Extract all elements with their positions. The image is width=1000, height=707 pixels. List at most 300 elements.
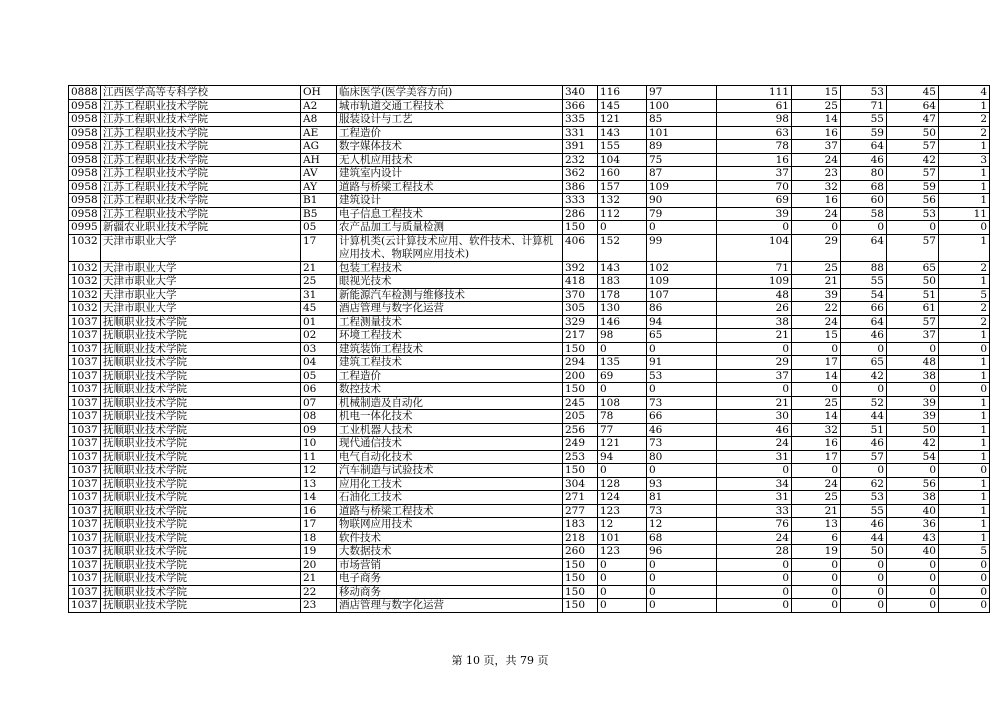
cell-major-code: 25 <box>301 275 337 289</box>
cell-col-5: 0 <box>598 558 647 572</box>
cell-major-name: 市场营销 <box>337 558 563 572</box>
cell-col-6: 100 <box>647 99 717 113</box>
cell-school-name: 天津市职业大学 <box>101 261 301 275</box>
cell-school-name: 抚顺职业技术学院 <box>101 531 301 545</box>
cell-school-code: 0958 <box>69 140 101 154</box>
cell-major-name: 包装工程技术 <box>337 261 563 275</box>
cell-col-8: 17 <box>792 450 841 464</box>
cell-major-code: 21 <box>301 572 337 586</box>
cell-school-code: 1037 <box>69 356 101 370</box>
cell-col-5: 152 <box>598 234 647 261</box>
cell-col-10: 56 <box>887 477 939 491</box>
cell-col-8: 21 <box>792 504 841 518</box>
cell-col-10: 0 <box>887 221 939 235</box>
cell-min-score: 271 <box>563 491 598 505</box>
cell-major-name: 数控技术 <box>337 383 563 397</box>
cell-major-code: B1 <box>301 194 337 208</box>
cell-school-code: 1037 <box>69 491 101 505</box>
cell-col-8: 16 <box>792 126 841 140</box>
cell-major-name: 机电一体化技术 <box>337 410 563 424</box>
cell-col-10: 0 <box>887 383 939 397</box>
cell-major-code: 11 <box>301 450 337 464</box>
cell-school-name: 抚顺职业技术学院 <box>101 329 301 343</box>
cell-school-code: 1037 <box>69 585 101 599</box>
cell-school-code: 0958 <box>69 126 101 140</box>
cell-major-name: 服装设计与工艺 <box>337 113 563 127</box>
cell-school-code: 0958 <box>69 167 101 181</box>
cell-col-9: 65 <box>841 356 887 370</box>
cell-col-7: 34 <box>717 477 792 491</box>
table-row <box>69 86 990 100</box>
cell-col-11: 1 <box>939 140 990 154</box>
page-footer: 第 10 页，共 79 页 <box>451 654 549 667</box>
cell-col-5: 146 <box>598 315 647 329</box>
cell-min-score: 392 <box>563 261 598 275</box>
cell-col-6: 0 <box>647 572 717 586</box>
cell-col-5: 128 <box>598 477 647 491</box>
cell-col-7: 0 <box>717 585 792 599</box>
cell-col-6: 66 <box>647 410 717 424</box>
cell-major-code: 17 <box>301 518 337 532</box>
table-row <box>69 504 990 518</box>
cell-min-score: 305 <box>563 302 598 316</box>
cell-col-10: 42 <box>887 437 939 451</box>
cell-min-score: 294 <box>563 356 598 370</box>
cell-major-name: 汽车制造与试验技术 <box>337 464 563 478</box>
table-row <box>69 221 990 235</box>
cell-col-6: 107 <box>647 288 717 302</box>
cell-major-name: 石油化工技术 <box>337 491 563 505</box>
cell-col-10: 38 <box>887 491 939 505</box>
cell-school-name: 抚顺职业技术学院 <box>101 491 301 505</box>
cell-col-5: 143 <box>598 261 647 275</box>
table-row <box>69 410 990 424</box>
cell-major-name: 眼视光技术 <box>337 275 563 289</box>
cell-col-9: 55 <box>841 504 887 518</box>
cell-col-6: 89 <box>647 140 717 154</box>
cell-col-6: 81 <box>647 491 717 505</box>
cell-col-9: 88 <box>841 261 887 275</box>
cell-col-10: 64 <box>887 99 939 113</box>
cell-col-10: 0 <box>887 464 939 478</box>
cell-school-code: 1037 <box>69 450 101 464</box>
table-row <box>69 207 990 221</box>
cell-col-5: 123 <box>598 545 647 559</box>
cell-major-code: AG <box>301 140 337 154</box>
cell-major-name: 无人机应用技术 <box>337 153 563 167</box>
table-row <box>69 126 990 140</box>
cell-major-name: 现代通信技术 <box>337 437 563 451</box>
cell-col-7: 33 <box>717 504 792 518</box>
cell-col-11: 2 <box>939 302 990 316</box>
cell-min-score: 256 <box>563 423 598 437</box>
cell-col-7: 63 <box>717 126 792 140</box>
cell-col-10: 50 <box>887 423 939 437</box>
cell-col-11: 3 <box>939 153 990 167</box>
cell-col-10: 39 <box>887 396 939 410</box>
table-row <box>69 477 990 491</box>
cell-col-5: 160 <box>598 167 647 181</box>
table-row <box>69 558 990 572</box>
cell-col-7: 98 <box>717 113 792 127</box>
cell-col-8: 24 <box>792 315 841 329</box>
table-row <box>69 180 990 194</box>
cell-min-score: 329 <box>563 315 598 329</box>
table-row <box>69 302 990 316</box>
cell-col-11: 0 <box>939 585 990 599</box>
cell-col-7: 0 <box>717 342 792 356</box>
cell-min-score: 249 <box>563 437 598 451</box>
cell-col-9: 62 <box>841 477 887 491</box>
cell-col-11: 2 <box>939 113 990 127</box>
cell-col-10: 57 <box>887 315 939 329</box>
cell-major-name: 物联网应用技术 <box>337 518 563 532</box>
cell-col-8: 0 <box>792 464 841 478</box>
cell-major-code: 01 <box>301 315 337 329</box>
cell-school-code: 1037 <box>69 437 101 451</box>
cell-col-6: 96 <box>647 545 717 559</box>
cell-school-name: 江西医学高等专科学校 <box>101 86 301 100</box>
table-body <box>69 86 990 613</box>
cell-col-11: 1 <box>939 369 990 383</box>
cell-major-name: 酒店管理与数字化运营 <box>337 302 563 316</box>
cell-col-8: 15 <box>792 86 841 100</box>
table-row <box>69 288 990 302</box>
cell-col-5: 130 <box>598 302 647 316</box>
cell-min-score: 150 <box>563 221 598 235</box>
cell-col-11: 0 <box>939 342 990 356</box>
table-row <box>69 356 990 370</box>
cell-col-8: 22 <box>792 302 841 316</box>
cell-col-10: 47 <box>887 113 939 127</box>
cell-col-8: 21 <box>792 275 841 289</box>
cell-col-6: 109 <box>647 180 717 194</box>
cell-col-10: 0 <box>887 342 939 356</box>
cell-col-5: 178 <box>598 288 647 302</box>
cell-col-5: 157 <box>598 180 647 194</box>
cell-col-8: 0 <box>792 342 841 356</box>
cell-col-7: 39 <box>717 207 792 221</box>
cell-col-10: 50 <box>887 126 939 140</box>
cell-col-7: 30 <box>717 410 792 424</box>
cell-col-8: 0 <box>792 558 841 572</box>
cell-col-10: 0 <box>887 558 939 572</box>
cell-col-7: 26 <box>717 302 792 316</box>
cell-school-name: 抚顺职业技术学院 <box>101 585 301 599</box>
cell-school-name: 抚顺职业技术学院 <box>101 423 301 437</box>
cell-school-code: 1032 <box>69 288 101 302</box>
cell-school-code: 0958 <box>69 180 101 194</box>
cell-col-11: 0 <box>939 599 990 613</box>
cell-school-code: 1032 <box>69 234 101 261</box>
cell-major-code: AY <box>301 180 337 194</box>
cell-school-code: 0958 <box>69 99 101 113</box>
cell-col-10: 54 <box>887 450 939 464</box>
cell-col-7: 0 <box>717 558 792 572</box>
cell-major-name: 工业机器人技术 <box>337 423 563 437</box>
cell-col-5: 94 <box>598 450 647 464</box>
cell-col-10: 59 <box>887 180 939 194</box>
cell-major-code: 05 <box>301 221 337 235</box>
cell-major-code: 19 <box>301 545 337 559</box>
cell-col-8: 29 <box>792 234 841 261</box>
cell-col-9: 59 <box>841 126 887 140</box>
cell-col-11: 1 <box>939 180 990 194</box>
cell-col-10: 56 <box>887 194 939 208</box>
cell-col-6: 102 <box>647 261 717 275</box>
cell-col-9: 64 <box>841 234 887 261</box>
cell-school-name: 天津市职业大学 <box>101 234 301 261</box>
cell-col-9: 53 <box>841 86 887 100</box>
table-row <box>69 167 990 181</box>
cell-col-8: 23 <box>792 167 841 181</box>
cell-min-score: 245 <box>563 396 598 410</box>
cell-col-6: 0 <box>647 342 717 356</box>
cell-col-6: 0 <box>647 585 717 599</box>
table-row <box>69 572 990 586</box>
cell-col-10: 43 <box>887 531 939 545</box>
cell-min-score: 277 <box>563 504 598 518</box>
cell-col-8: 13 <box>792 518 841 532</box>
cell-col-5: 124 <box>598 491 647 505</box>
cell-major-code: 22 <box>301 585 337 599</box>
cell-min-score: 205 <box>563 410 598 424</box>
table-row <box>69 599 990 613</box>
cell-col-6: 65 <box>647 329 717 343</box>
cell-col-5: 69 <box>598 369 647 383</box>
cell-major-name: 应用化工技术 <box>337 477 563 491</box>
cell-col-11: 1 <box>939 234 990 261</box>
cell-col-6: 85 <box>647 113 717 127</box>
cell-major-code: 16 <box>301 504 337 518</box>
cell-major-code: A2 <box>301 99 337 113</box>
cell-major-code: 02 <box>301 329 337 343</box>
cell-col-8: 32 <box>792 180 841 194</box>
cell-school-code: 1037 <box>69 315 101 329</box>
cell-school-name: 抚顺职业技术学院 <box>101 504 301 518</box>
cell-col-6: 90 <box>647 194 717 208</box>
cell-col-11: 1 <box>939 396 990 410</box>
cell-col-11: 1 <box>939 329 990 343</box>
cell-major-name: 机械制造及自动化 <box>337 396 563 410</box>
cell-min-score: 418 <box>563 275 598 289</box>
cell-major-code: AV <box>301 167 337 181</box>
cell-col-11: 4 <box>939 86 990 100</box>
cell-col-9: 0 <box>841 599 887 613</box>
cell-col-11: 0 <box>939 221 990 235</box>
cell-major-code: 21 <box>301 261 337 275</box>
cell-col-5: 0 <box>598 342 647 356</box>
cell-col-10: 0 <box>887 585 939 599</box>
cell-col-9: 80 <box>841 167 887 181</box>
cell-col-10: 0 <box>887 572 939 586</box>
cell-col-7: 24 <box>717 531 792 545</box>
cell-col-11: 1 <box>939 275 990 289</box>
cell-school-name: 抚顺职业技术学院 <box>101 572 301 586</box>
cell-col-7: 111 <box>717 86 792 100</box>
cell-school-code: 1032 <box>69 302 101 316</box>
cell-school-code: 1037 <box>69 558 101 572</box>
cell-major-name: 软件技术 <box>337 531 563 545</box>
cell-major-name: 建筑工程技术 <box>337 356 563 370</box>
table-row <box>69 464 990 478</box>
cell-school-name: 抚顺职业技术学院 <box>101 396 301 410</box>
cell-col-6: 109 <box>647 275 717 289</box>
cell-school-name: 抚顺职业技术学院 <box>101 477 301 491</box>
cell-col-11: 11 <box>939 207 990 221</box>
table-row <box>69 396 990 410</box>
cell-col-9: 71 <box>841 99 887 113</box>
cell-major-name: 数字媒体技术 <box>337 140 563 154</box>
cell-col-5: 121 <box>598 113 647 127</box>
table-row <box>69 585 990 599</box>
cell-col-6: 101 <box>647 126 717 140</box>
cell-col-8: 32 <box>792 423 841 437</box>
cell-min-score: 335 <box>563 113 598 127</box>
cell-col-11: 1 <box>939 477 990 491</box>
cell-school-name: 抚顺职业技术学院 <box>101 315 301 329</box>
cell-major-name: 大数据技术 <box>337 545 563 559</box>
cell-col-9: 58 <box>841 207 887 221</box>
cell-col-5: 155 <box>598 140 647 154</box>
cell-col-11: 1 <box>939 491 990 505</box>
cell-major-code: 14 <box>301 491 337 505</box>
cell-school-name: 抚顺职业技术学院 <box>101 369 301 383</box>
table-row <box>69 369 990 383</box>
cell-major-code: 18 <box>301 531 337 545</box>
table-row <box>69 261 990 275</box>
cell-col-9: 46 <box>841 153 887 167</box>
cell-major-code: 23 <box>301 599 337 613</box>
cell-school-code: 0958 <box>69 113 101 127</box>
cell-col-11: 1 <box>939 167 990 181</box>
cell-min-score: 150 <box>563 572 598 586</box>
cell-col-7: 24 <box>717 437 792 451</box>
cell-col-7: 78 <box>717 140 792 154</box>
cell-col-7: 31 <box>717 491 792 505</box>
cell-col-9: 54 <box>841 288 887 302</box>
cell-col-6: 0 <box>647 383 717 397</box>
cell-major-name: 城市轨道交通工程技术 <box>337 99 563 113</box>
cell-col-9: 46 <box>841 437 887 451</box>
cell-col-11: 1 <box>939 99 990 113</box>
cell-col-7: 69 <box>717 194 792 208</box>
cell-school-code: 1037 <box>69 383 101 397</box>
cell-col-10: 61 <box>887 302 939 316</box>
cell-col-9: 0 <box>841 558 887 572</box>
cell-col-7: 0 <box>717 221 792 235</box>
cell-col-7: 28 <box>717 545 792 559</box>
cell-school-code: 1037 <box>69 423 101 437</box>
cell-col-10: 57 <box>887 167 939 181</box>
cell-col-8: 39 <box>792 288 841 302</box>
cell-col-9: 44 <box>841 531 887 545</box>
cell-min-score: 232 <box>563 153 598 167</box>
cell-col-11: 1 <box>939 423 990 437</box>
cell-min-score: 150 <box>563 383 598 397</box>
cell-col-7: 76 <box>717 518 792 532</box>
cell-major-name: 酒店管理与数字化运营 <box>337 599 563 613</box>
cell-col-7: 21 <box>717 396 792 410</box>
cell-col-9: 68 <box>841 180 887 194</box>
cell-col-11: 1 <box>939 450 990 464</box>
cell-col-7: 104 <box>717 234 792 261</box>
cell-col-10: 36 <box>887 518 939 532</box>
cell-major-code: 17 <box>301 234 337 261</box>
cell-min-score: 366 <box>563 99 598 113</box>
cell-min-score: 150 <box>563 599 598 613</box>
cell-school-code: 1037 <box>69 531 101 545</box>
table-row <box>69 329 990 343</box>
cell-major-name: 建筑装饰工程技术 <box>337 342 563 356</box>
table-row <box>69 518 990 532</box>
cell-col-6: 73 <box>647 396 717 410</box>
cell-col-6: 12 <box>647 518 717 532</box>
table-row <box>69 545 990 559</box>
cell-major-name: 环境工程技术 <box>337 329 563 343</box>
cell-col-9: 64 <box>841 140 887 154</box>
cell-major-name: 道路与桥梁工程技术 <box>337 180 563 194</box>
cell-col-10: 50 <box>887 275 939 289</box>
cell-col-9: 0 <box>841 572 887 586</box>
cell-school-code: 0995 <box>69 221 101 235</box>
cell-major-name: 农产品加工与质量检测 <box>337 221 563 235</box>
cell-col-8: 19 <box>792 545 841 559</box>
cell-school-name: 抚顺职业技术学院 <box>101 342 301 356</box>
cell-school-code: 1037 <box>69 369 101 383</box>
admission-table <box>68 85 990 613</box>
cell-school-code: 1037 <box>69 599 101 613</box>
cell-major-code: 45 <box>301 302 337 316</box>
cell-col-7: 31 <box>717 450 792 464</box>
cell-min-score: 217 <box>563 329 598 343</box>
cell-min-score: 304 <box>563 477 598 491</box>
cell-col-6: 53 <box>647 369 717 383</box>
cell-school-code: 1037 <box>69 545 101 559</box>
cell-major-name: 电子商务 <box>337 572 563 586</box>
cell-major-name: 临床医学(医学美容方向) <box>337 86 563 100</box>
cell-school-name: 江苏工程职业技术学院 <box>101 180 301 194</box>
cell-col-10: 39 <box>887 410 939 424</box>
cell-school-code: 0888 <box>69 86 101 100</box>
cell-col-11: 1 <box>939 531 990 545</box>
cell-col-10: 65 <box>887 261 939 275</box>
cell-major-code: 10 <box>301 437 337 451</box>
cell-col-9: 0 <box>841 585 887 599</box>
cell-col-9: 60 <box>841 194 887 208</box>
cell-col-5: 0 <box>598 383 647 397</box>
cell-col-7: 29 <box>717 356 792 370</box>
cell-school-name: 抚顺职业技术学院 <box>101 450 301 464</box>
table-row <box>69 423 990 437</box>
cell-school-name: 江苏工程职业技术学院 <box>101 207 301 221</box>
cell-school-name: 抚顺职业技术学院 <box>101 558 301 572</box>
cell-col-6: 73 <box>647 437 717 451</box>
cell-col-5: 143 <box>598 126 647 140</box>
cell-major-code: 31 <box>301 288 337 302</box>
cell-school-name: 抚顺职业技术学院 <box>101 545 301 559</box>
cell-col-10: 51 <box>887 288 939 302</box>
cell-col-6: 75 <box>647 153 717 167</box>
cell-min-score: 370 <box>563 288 598 302</box>
cell-min-score: 218 <box>563 531 598 545</box>
cell-col-7: 70 <box>717 180 792 194</box>
cell-col-5: 145 <box>598 99 647 113</box>
cell-col-7: 61 <box>717 99 792 113</box>
cell-col-7: 0 <box>717 572 792 586</box>
cell-col-10: 40 <box>887 545 939 559</box>
cell-col-8: 25 <box>792 396 841 410</box>
